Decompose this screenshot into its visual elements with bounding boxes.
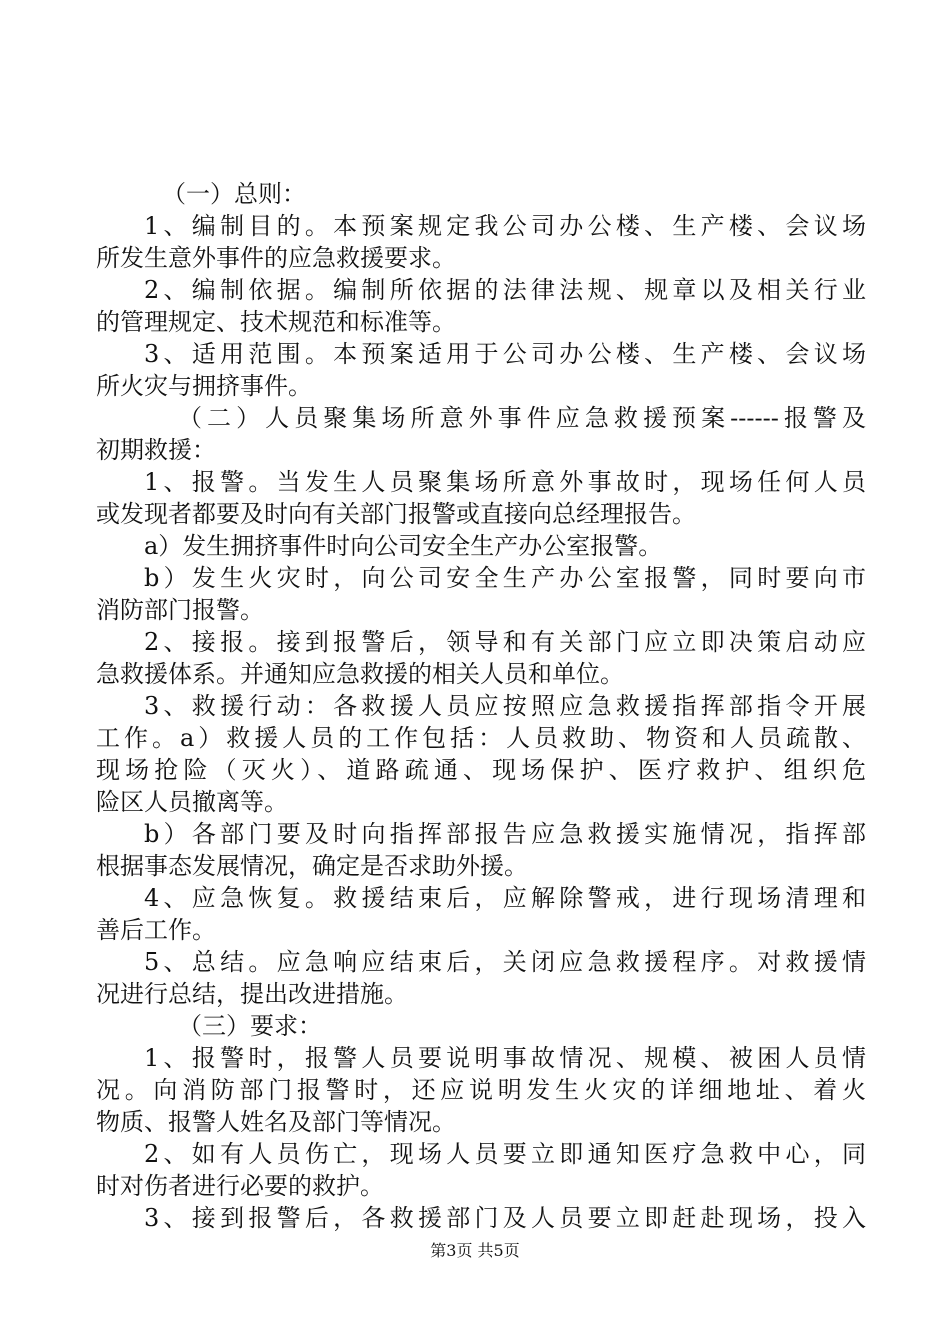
paragraph-line: 或发现者都要及时向有关部门报警或直接向总经理报告。	[96, 500, 696, 528]
paragraph-line: 消防部门报警。	[96, 596, 264, 624]
paragraph-line: 险区人员撤离等。	[96, 788, 288, 816]
paragraph-line: 3、适用范围。本预案适用于公司办公楼、生产楼、会议场	[144, 340, 866, 368]
paragraph-line: 物质、报警人姓名及部门等情况。	[96, 1108, 456, 1136]
paragraph-line: 5、总结。应急响应结束后，关闭应急救援程序。对救援情	[144, 948, 866, 976]
paragraph-line: a）发生拥挤事件时向公司安全生产办公室报警。	[144, 532, 663, 560]
page-number-footer: 第3页 共5页	[430, 1241, 520, 1260]
paragraph-line: 1、报警。当发生人员聚集场所意外事故时，现场任何人员	[144, 468, 866, 496]
paragraph-line: b）发生火灾时，向公司安全生产办公室报警，同时要向市	[144, 564, 866, 592]
paragraph-line: 2、编制依据。编制所依据的法律法规、规章以及相关行业	[144, 276, 866, 304]
paragraph-line: 2、如有人员伤亡，现场人员要立即通知医疗急救中心，同	[144, 1140, 866, 1168]
paragraph-line: 1、编制目的。本预案规定我公司办公楼、生产楼、会议场	[144, 212, 866, 240]
paragraph-line: 时对伤者进行必要的救护。	[96, 1172, 384, 1200]
paragraph-line: 现场抢险（灭火）、道路疏通、现场保护、医疗救护、组织危	[96, 756, 866, 784]
paragraph-line: 3、救援行动：各救援人员应按照应急救援指挥部指令开展	[144, 692, 866, 720]
paragraph-line: 工作。a）救援人员的工作包括：人员救助、物资和人员疏散、	[96, 724, 866, 752]
paragraph-line: 2、接报。接到报警后，领导和有关部门应立即决策启动应	[144, 628, 866, 656]
section-heading-requirements: （三）要求：	[178, 1012, 322, 1040]
paragraph-line: 4、应急恢复。救援结束后，应解除警戒，进行现场清理和	[144, 884, 866, 912]
paragraph-line: 所火灾与拥挤事件。	[96, 372, 312, 400]
paragraph-line: 3、接到报警后，各救援部门及人员要立即赶赴现场，投入	[144, 1204, 866, 1232]
section-heading-general: （一）总则：	[162, 180, 306, 208]
paragraph-line: 根据事态发展情况，确定是否求助外援。	[96, 852, 528, 880]
paragraph-line: 的管理规定、技术规范和标准等。	[96, 308, 456, 336]
paragraph-line: 1、报警时，报警人员要说明事故情况、规模、被困人员情	[144, 1044, 866, 1072]
paragraph-line: 况进行总结，提出改进措施。	[96, 980, 408, 1008]
section-heading-alarm: （二）人员聚集场所意外事件应急救援预案------报警及	[178, 404, 866, 432]
paragraph-line: 况。向消防部门报警时，还应说明发生火灾的详细地址、着火	[96, 1076, 866, 1104]
paragraph-line: 初期救援：	[96, 436, 216, 464]
paragraph-line: 所发生意外事件的应急救援要求。	[96, 244, 456, 272]
paragraph-line: b）各部门要及时向指挥部报告应急救援实施情况，指挥部	[144, 820, 866, 848]
paragraph-line: 善后工作。	[96, 916, 216, 944]
paragraph-line: 急救援体系。并通知应急救援的相关人员和单位。	[96, 660, 624, 688]
